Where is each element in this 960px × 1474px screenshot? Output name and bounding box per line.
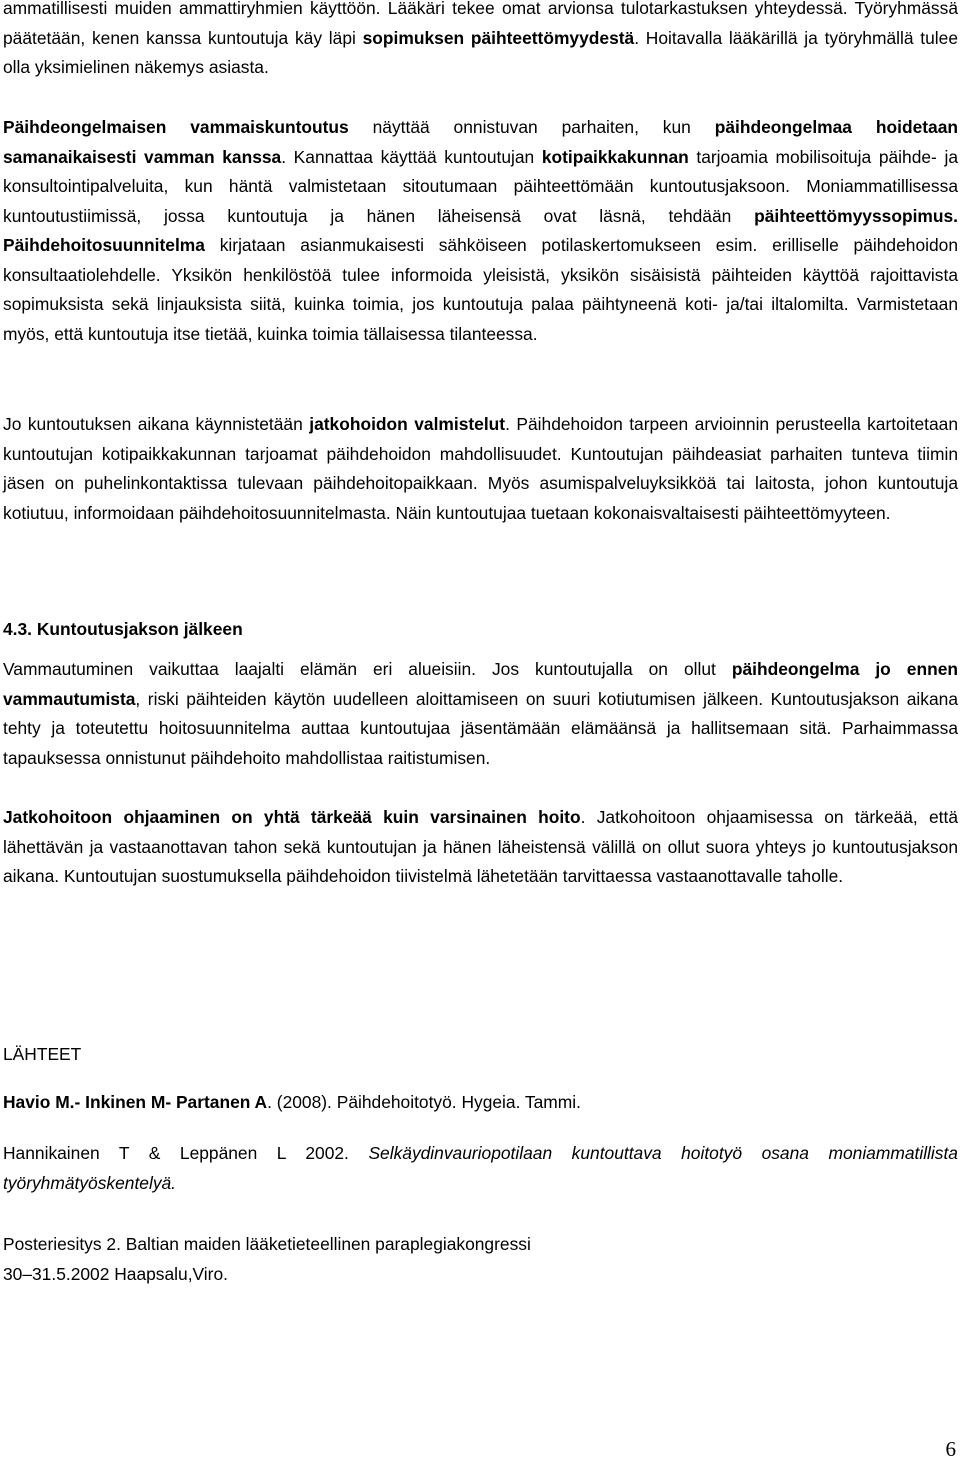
paragraph-1 [3,0,958,83]
reference-authors: Havio M.- Inkinen M- Partanen A [3,1092,268,1112]
reference-1 [3,1088,581,1118]
bold-text: Jatkohoitoon ohjaaminen on yhtä tärkeää kuin varsinainen hoito [3,807,581,827]
paragraph-4 [3,655,958,773]
reference-2 [3,1139,958,1198]
reference-3-line-1: Posteriesitys 2. Baltian maiden lääketieteellinen paraplegiakongressi [3,1234,531,1254]
bold-text: päihdeongelmaa hoidetaan samanaikaisesti vamman kanssa [3,117,958,167]
text: ammatillisesti muiden ammattiryhmien käyttöön. Lääkäri tekee omat arvionsa tulotarkastuksen yhteydessä. Työryhmässä päätetään, kenen kanssa kuntoutuja käy läpi [3,0,958,48]
text: Jo kuntoutuksen aikana käynnistetään [3,414,310,434]
bold-text: Päihdeongelmaisen vammaiskuntoutus [3,117,349,137]
references-heading: LÄHTEET [3,1044,82,1064]
text: , riski päihteiden käytön uudelleen aloittamiseen on suuri kotiutumisen jälkeen. Kuntoutusjakson aikana tehty ja toteutettu hoitosuunnitelma auttaa kuntoutujaa jäsentämään elämäänsä ja hallitsemaan sitä. Parhaimmassa tapauksessa onnistunut päihdehoito mahdollistaa raitistumisen. [3,688,958,768]
text: tarjoamia mobilisoituja päihde- ja konsultointipalveluita, kun häntä valmistetaan sitoutumaan päihteettömään kuntoutusjaksoon. Moniammatillisessa kuntoutustiimissä, jossa kuntoutuja ja hänen läheisensä ovat läsnä, tehdään [3,146,959,226]
section-heading [3,615,243,645]
text: Hannikainen T & Leppänen L 2002. [3,1143,369,1163]
bold-text: jatkohoidon valmistelut [309,414,506,434]
paragraph-2 [3,113,958,349]
text: Vammautuminen vaikuttaa laajalti elämän eri alueisiin. Jos kuntoutujalla on ollut [3,659,732,679]
section-title: Kuntoutusjakson jälkeen [36,619,243,639]
text: . (2008). Päihdehoitotyö. Hygeia. Tammi. [267,1092,581,1112]
section-number: 4.3. [3,619,33,639]
paragraph-5 [3,803,958,892]
reference-3-line-2: 30–31.5.2002 Haapsalu,Viro. [3,1264,228,1284]
paragraph-3 [3,410,958,528]
text: . Kannattaa käyttää kuntoutujan [281,146,542,167]
page-number: 6 [945,1437,956,1461]
bold-text: päihdeongelma jo ennen vammautumista [3,659,958,709]
text: . Jatkohoitoon ohjaamisessa on tärkeää, että lähettävän ja vastaanottavan tahon sekä kuntoutujan ja hänen läheistensä välillä on ollut suora yhteys jo kuntoutusjakson aikana. Kuntoutujan suostumuksella päihdehoidon tiivistelmä lähetetään tarvittaessa vastaanottavalle taholle. [3,807,958,886]
text: näyttää onnistuvan parhaiten, kun [348,117,715,137]
reference-title: Selkäydinvauriopotilaan kuntouttava hoitotyö osana moniammatillista työryhmätyöskentelyä. [3,1143,958,1193]
bold-text: kotipaikkakunnan [541,146,689,167]
text: . Päihdehoidon tarpeen arvioinnin perusteella kartoitetaan kuntoutujan kotipaikkakunnan tarjoamat päihdehoidon mahdollisuudet. Kuntoutujan päihdeasiat parhaiten tunteva tiimin jäsen on puhelinkontaktissa tulevaan päihdehoitopaikkaan. Myös asumispalveluyksikköä tai laitosta, johon kuntoutuja kotiutuu, informoidaan päihdehoitosuunnitelmasta. Näin kuntoutujaa tuetaan kokonaisvaltaisesti päihteettömyyteen. [3,414,958,523]
text: kirjataan asianmukaisesti sähköiseen potilaskertomukseen esim. erilliselle päihdehoidon konsultaatiolehdelle. Yksikön henkilöstöä tulee informoida yleisistä, yksikön sisäisistä päihteiden käyttöä rajoittavista sopimuksista sekä linjauksista siitä, kuinka toimia, jos kuntoutuja palaa päihtyneenä koti- ja/tai iltalomilta. Varmistetaan myös, että kuntoutuja itse tietää, kuinka toimia tällaisessa tilanteessa. [3,235,958,344]
bold-text: Päihdehoitosuunnitelma [3,235,205,255]
text: . Hoitavalla lääkärillä ja työryhmällä tulee olla yksimielinen näkemys asiasta. [3,27,958,77]
bold-text: päihteettömyyssopimus. [754,205,958,226]
bold-text: sopimuksen päihteettömyydestä [362,27,635,48]
